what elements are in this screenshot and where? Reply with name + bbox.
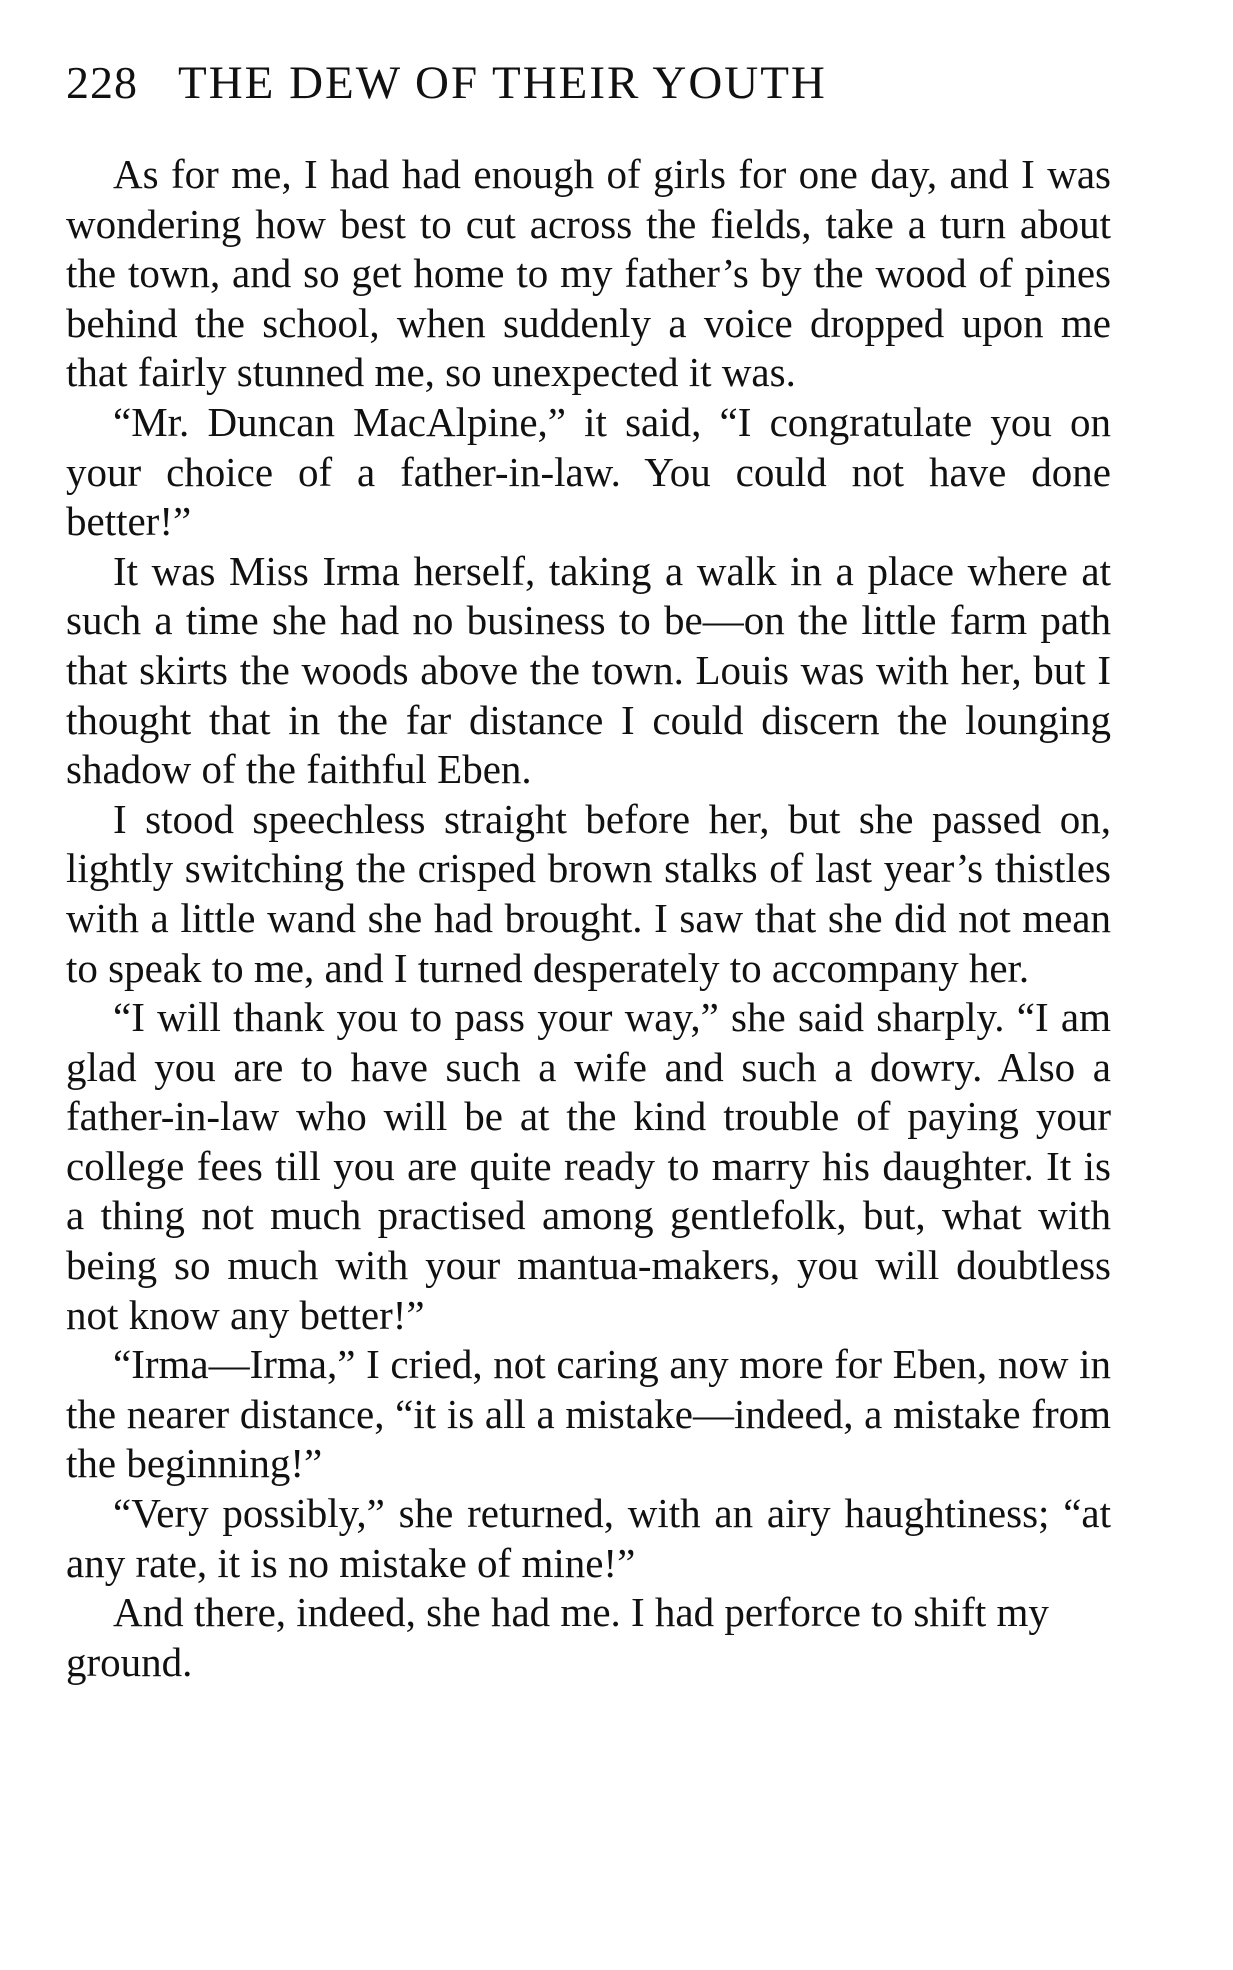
paragraph: “Irma—Irma,” I cried, not caring any more for Eben, now in the nearer distance, “it is all a mistake—indeed, a mistake from the beginning!”	[66, 1341, 1111, 1487]
paragraph: I stood speechless straight before her, but she passed on, lightly switching the crisped brown stalks of last year’s thistles with a little wand she had brought. I saw that she did not mean to speak to me, and I turned desperately to accompany her.	[66, 795, 1111, 991]
paragraph: “Mr. Duncan MacAlpine,” it said, “I congratulate you on your choice of a father-in-law. You could not have done better!”	[66, 398, 1111, 545]
paragraph: “Very possibly,” she returned, with an airy haughtiness; “at any rate, it is no mistake of mine!”	[66, 1490, 1111, 1586]
paragraph: “I will thank you to pass your way,” she said sharply. “I am glad you are to have such a wife and such a dowry. Also a father-in-law who will be at the kind trouble of paying your college fees till you are quite ready to marry his daughter. It is a thing not much practised among gentlefolk, but, what with being so much with your mantua-makers, you will doubtless not know any better!”	[66, 994, 1111, 1338]
page-number: 228	[66, 57, 138, 108]
paragraph: And there, indeed, she had me. I had perforce to shift my ground.	[66, 1589, 1049, 1685]
paragraph: As for me, I had had enough of girls for one day, and I was wondering how best to cut across the fields, take a turn about the town, and so get home to my father’s by the wood of pines behind the school, when suddenly a voice dropped upon me that fairly stunned me, so unexpected it was.	[66, 151, 1111, 396]
book-title: THE DEW OF THEIR YOUTH	[178, 57, 827, 109]
body-text	[66, 150, 1111, 1687]
running-head	[66, 56, 1116, 126]
paragraph: It was Miss Irma herself, taking a walk in a place where at such a time she had no business to be—on the little farm path that skirts the woods above the town. Louis was with her, but I thought that in the far distance I could discern the lounging shadow of the faithful Eben.	[66, 547, 1111, 793]
